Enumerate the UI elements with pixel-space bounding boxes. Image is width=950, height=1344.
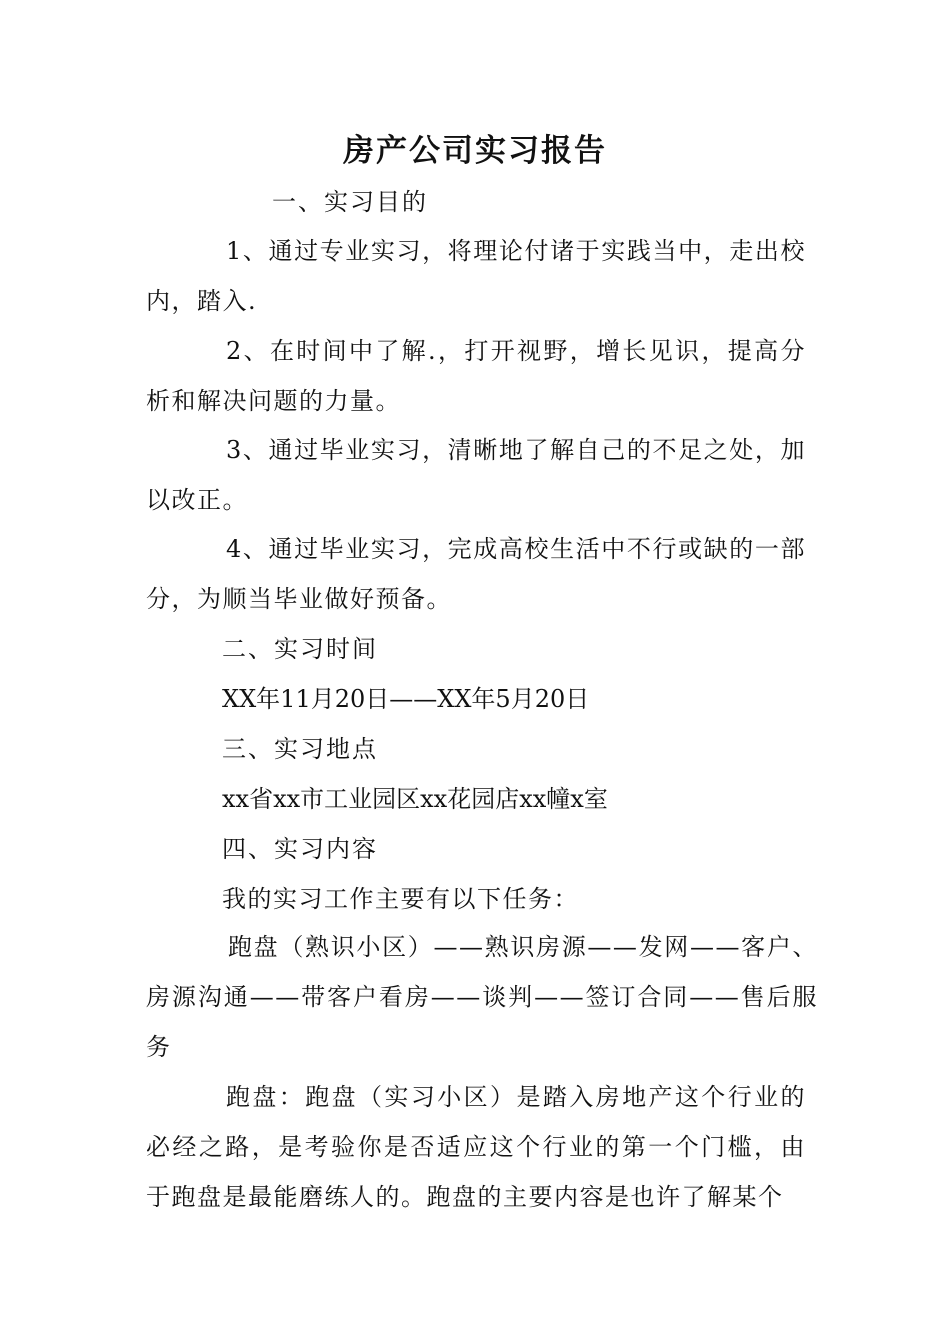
purpose-item-3: 3、通过毕业实习，清晰地了解自己的不足之处，加以改正。 [146, 436, 806, 514]
section-heading-purpose: 一、实习目的 [272, 188, 428, 216]
content-intro: 我的实习工作主要有以下任务： [222, 885, 579, 913]
purpose-item-2: 2、在时间中了解.，打开视野，增长见识，提高分析和解决问题的力量。 [146, 337, 806, 415]
section-heading-content: 四、实习内容 [222, 835, 378, 863]
section-heading-place: 三、实习地点 [222, 735, 378, 763]
internship-time-value: XX年11月20日——XX年5月20日 [222, 685, 590, 713]
content-detail-paragraph: 跑盘：跑盘（实习小区）是踏入房地产这个行业的必经之路，是考验你是否适应这个行业的第一个门槛，由于跑盘是最能磨练人的。跑盘的主要内容是也许了解某个 [146, 1083, 806, 1211]
purpose-item-4: 4、通过毕业实习，完成高校生活中不行或缺的一部分，为顺当毕业做好预备。 [146, 535, 806, 613]
content-flow-paragraph: 跑盘（熟识小区）——熟识房源——发网——客户、房源沟通——带客户看房——谈判——签订合同——售后服务 [146, 933, 818, 1061]
document-title: 房产公司实习报告 [343, 133, 607, 169]
purpose-item-1: 1、通过专业实习，将理论付诸于实践当中，走出校内，踏入. [146, 237, 806, 315]
section-heading-time: 二、实习时间 [222, 635, 378, 663]
internship-place-value: xx省xx市工业园区xx花园店xx幢x室 [222, 785, 608, 813]
